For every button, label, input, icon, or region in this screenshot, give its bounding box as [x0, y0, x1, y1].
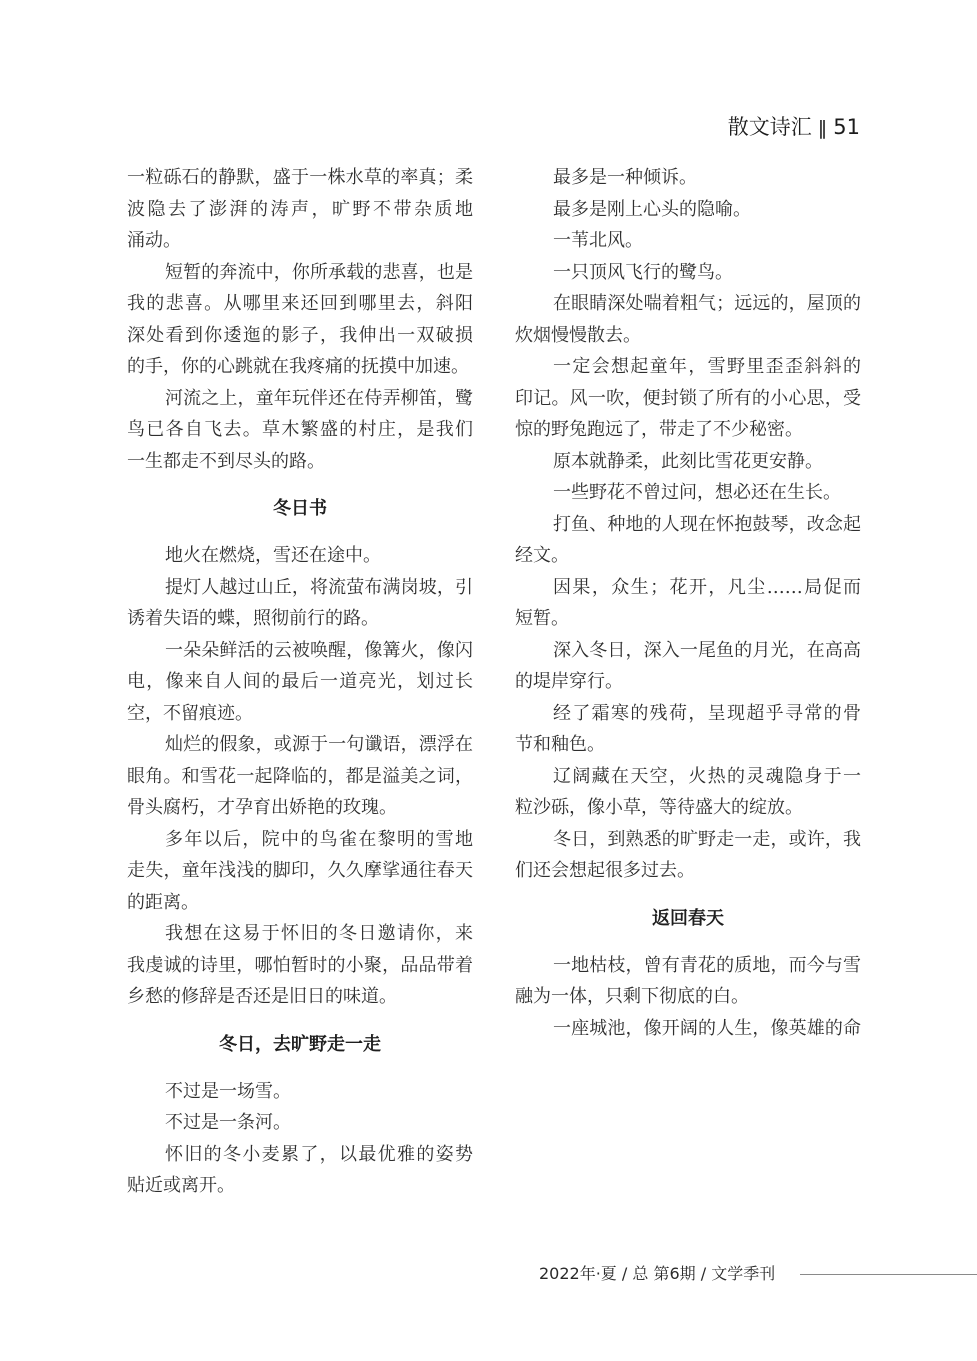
poem-line: 走失，童年浅浅的脚印，久久摩挲通往春天: [127, 860, 473, 881]
left-column: [127, 162, 473, 1202]
stanza: [515, 162, 861, 225]
poem-title: 冬日书: [273, 498, 327, 519]
poem-line: 惊的野兔跑远了，带走了不少秘密。: [515, 419, 803, 440]
poem-line: 鸟已各自飞去。草木繁盛的村庄，是我们: [127, 419, 473, 440]
stanza: [515, 1013, 861, 1045]
paragraph: [515, 477, 861, 509]
poem-line: 一座城池，像开阔的人生，像英雄的命: [553, 1017, 861, 1039]
poem-line: 不过是一场雪。: [165, 1080, 291, 1102]
poem-title: 冬日，去旷野走一走: [219, 1033, 381, 1055]
poem-fanhuichuntian: [515, 887, 861, 1045]
paragraph: [515, 288, 861, 351]
page-number: 51: [833, 115, 860, 139]
poem-line: 骨头腐朽，才孕育出娇艳的玫瑰。: [127, 797, 397, 818]
stanza: [515, 950, 861, 1013]
paragraph: [127, 162, 473, 257]
section-name: 散文诗汇: [727, 115, 812, 139]
right-column: [515, 162, 861, 1044]
poem-line: 短暂。: [515, 608, 569, 629]
footer-issue-info: 2022年·夏 / 总 第6期 / 文学季刊: [539, 1264, 776, 1283]
stanza: [515, 761, 861, 887]
poem-line: 河流之上，童年玩伴还在侍弄柳笛，鹭: [165, 387, 473, 409]
poem-line: 灿烂的假象，或源于一句谶语，漂浮在: [165, 734, 473, 755]
paragraph: [127, 257, 473, 383]
poem-line: 一些野花不曾过问，想必还在生长。: [553, 482, 841, 503]
paragraph: [515, 446, 861, 478]
paragraph: [515, 698, 861, 761]
poem-line: 最多是刚上心头的隐喻。: [553, 198, 751, 220]
paragraph: [127, 1076, 473, 1108]
poem-line: 一朵朵鲜活的云被唤醒，像篝火，像闪: [165, 639, 473, 661]
poem-line: 的手，你的心跳就在我疼痛的抚摸中加速。: [127, 356, 469, 377]
poem-line: 我的悲喜。从哪里来还回到哪里去，斜阳: [127, 293, 473, 314]
poem-line: 经了霜寒的残荷，呈现超乎寻常的骨: [553, 702, 861, 724]
poem-line: 不过是一条河。: [165, 1112, 291, 1133]
poem-line: 涌动。: [127, 230, 181, 251]
poem-line: 最多是一种倾诉。: [553, 167, 697, 188]
paragraph: [515, 225, 861, 257]
stanza: [515, 225, 861, 351]
poem-line: 我虔诚的诗里，哪怕暂时的小聚，品品带着: [127, 954, 473, 976]
paragraph: [127, 824, 473, 919]
running-head: [728, 113, 860, 141]
poem-line: 乡愁的修辞是否还是旧日的味道。: [127, 986, 397, 1007]
poem-line: 一地枯枝，曾有青花的质地，而今与雪: [553, 954, 861, 976]
poem-line: 的距离。: [127, 891, 199, 913]
paragraph: [127, 635, 473, 730]
poem-line: 提灯人越过山丘，将流萤布满岗坡，引: [165, 576, 473, 598]
poem-line: 深入冬日，深入一尾鱼的月光，在高高: [553, 639, 861, 661]
poem-line: 怀旧的冬小麦累了，以最优雅的姿势: [165, 1143, 473, 1165]
poem-line: 一定会想起童年，雪野里歪歪斜斜的: [553, 356, 861, 377]
paragraph: [515, 572, 861, 635]
poem-kuangye-continued: [515, 162, 861, 887]
poem-line: 的堤岸穿行。: [515, 671, 623, 692]
poem-line: 我想在这易于怀旧的冬日邀请你，来: [165, 923, 473, 944]
poem-line: 炊烟慢慢散去。: [515, 324, 641, 346]
footer-rule: [800, 1274, 977, 1275]
paragraph: [515, 635, 861, 698]
poem-line: 贴近或离开。: [127, 1175, 235, 1196]
poem-line: 多年以后，院中的鸟雀在黎明的雪地: [165, 828, 473, 850]
stanza: [515, 635, 861, 761]
poem-line: 在眼睛深处喘着粗气；远远的，屋顶的: [553, 293, 861, 314]
poem-line: 电，像来自人间的最后一道亮光，划过长: [127, 671, 473, 692]
poem-line: 地火在燃烧，雪还在途中。: [165, 545, 381, 566]
poem-kuangye: [127, 1013, 473, 1202]
paragraph: [515, 824, 861, 887]
poem-line: 诱着失语的蝶，照彻前行的路。: [127, 608, 379, 629]
poem-line: 一只顶风飞行的鹭鸟。: [553, 261, 733, 283]
paragraph: [515, 761, 861, 824]
separator: ‖: [817, 117, 828, 139]
poem-line: 印记。风一吹，便封锁了所有的小心思，受: [515, 387, 861, 409]
poem-dongrishu: [127, 477, 473, 1013]
poem-line: 们还会想起很多过去。: [515, 860, 695, 881]
paragraph: [127, 1107, 473, 1139]
poem-line: 冬日，到熟悉的旷野走一走，或许，我: [553, 828, 861, 850]
poem-line: 粒沙砾，像小草，等待盛大的绽放。: [515, 797, 803, 818]
paragraph: [127, 1139, 473, 1202]
poem-line: 节和釉色。: [515, 734, 605, 755]
paragraph: [127, 383, 473, 478]
paragraph: [127, 729, 473, 824]
paragraph: [515, 950, 861, 1013]
stanza: [127, 1076, 473, 1202]
poem-line: 一生都走不到尽头的路。: [127, 450, 325, 472]
poem-line: 辽阔藏在天空，火热的灵魂隐身于一: [553, 765, 861, 787]
poem-line: 经文。: [515, 545, 569, 566]
poem-line: 因果，众生；花开，凡尘……局促而: [553, 576, 861, 598]
poem-line: 原本就静柔，此刻比雪花更安静。: [553, 450, 823, 472]
poem-title: 返回春天: [652, 907, 724, 929]
paragraph: [127, 540, 473, 572]
paragraph: [515, 351, 861, 446]
poem-line: 眼角。和雪花一起降临的，都是溢美之词，: [127, 765, 473, 787]
stanza: [515, 351, 861, 446]
poem-line: 一苇北风。: [553, 230, 643, 251]
poem-line: 短暂的奔流中，你所承载的悲喜，也是: [165, 261, 473, 283]
poem-line: 深处看到你逶迤的影子，我伸出一双破损: [127, 324, 473, 346]
poem-line: 波隐去了澎湃的涛声，旷野不带杂质地: [127, 198, 473, 220]
poem-continued: [127, 162, 473, 477]
poem-line: 打鱼、种地的人现在怀抱鼓琴，改念起: [553, 513, 861, 535]
paragraph: [515, 257, 861, 289]
poem-line: 一粒砾石的静默，盛于一株水草的率真；柔: [127, 167, 473, 188]
paragraph: [515, 194, 861, 226]
paragraph: [515, 162, 861, 194]
paragraph: [515, 1013, 861, 1045]
poem-line: 空，不留痕迹。: [127, 702, 253, 724]
poem-line: 融为一体，只剩下彻底的白。: [515, 986, 749, 1007]
stanza: [515, 446, 861, 635]
paragraph: [515, 509, 861, 572]
paragraph: [127, 572, 473, 635]
paragraph: [127, 918, 473, 1013]
